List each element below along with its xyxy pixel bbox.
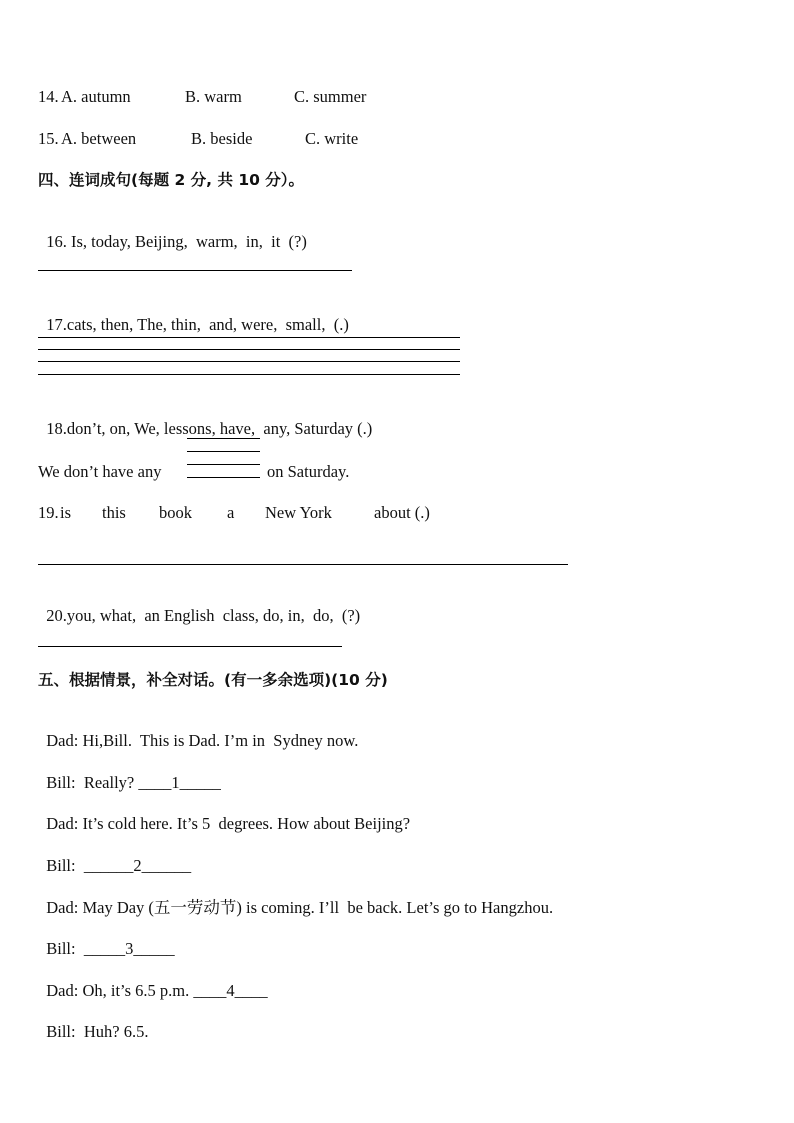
answer-line — [38, 646, 342, 647]
dialogue-text: May Day (五一劳动节) is coming. I’ll be back. Let’s go to Hangzhou. — [78, 898, 554, 917]
answer-blank-line — [187, 451, 260, 452]
sentence-suffix: on Saturday. — [267, 462, 350, 481]
speaker: Bill: — [46, 773, 76, 792]
answer-line — [38, 349, 460, 350]
answer-line — [38, 361, 460, 362]
option-a: A. autumn — [61, 87, 131, 106]
question-text: cats, then, The, thin, and, were, small, (.) — [66, 315, 349, 334]
option-c: C. write — [305, 129, 359, 148]
option-b: B. beside — [191, 129, 253, 148]
word: New York — [265, 503, 332, 522]
question-number: 16. — [46, 232, 67, 251]
speaker: Dad: — [46, 814, 79, 833]
dialogue-line — [38, 961, 268, 1001]
speaker: Dad: — [46, 731, 79, 750]
dialogue-text: Hi,Bill. This is Dad. I’m in Sydney now. — [78, 731, 359, 750]
dialogue-line — [38, 836, 191, 876]
dialogue-text: Huh? 6.5. — [75, 1022, 149, 1041]
option-b: B. warm — [185, 87, 242, 106]
dialogue-text — [76, 939, 84, 958]
question-18 — [38, 399, 372, 439]
dialogue-line — [38, 794, 410, 834]
answer-blank: _____3_____ — [83, 939, 175, 958]
answer-line — [38, 270, 352, 271]
dialogue-line — [38, 878, 553, 918]
word: this — [102, 503, 126, 522]
speaker: Dad: — [46, 981, 79, 1000]
speaker: Bill: — [46, 856, 76, 875]
word: a — [227, 503, 235, 522]
question-16 — [38, 212, 307, 252]
speaker: Bill: — [46, 1022, 76, 1041]
dialogue-line — [38, 919, 175, 959]
word: about (.) — [374, 503, 430, 522]
word: is — [60, 503, 72, 522]
dialogue-text: Really? — [75, 773, 139, 792]
question-text: Is, today, Beijing, warm, in, it (?) — [66, 232, 307, 251]
question-number: 15. — [38, 129, 59, 148]
answer-blank: ____1_____ — [138, 773, 221, 792]
section-5-title: 五、根据情景，补全对话。(有一多余选项)(10 分) — [38, 671, 388, 689]
answer-blank-line — [187, 438, 260, 439]
dialogue-line — [38, 1002, 148, 1042]
question-number: 14. — [38, 87, 59, 106]
question-number: 17. — [46, 315, 67, 334]
dialogue-line — [38, 753, 221, 793]
question-20 — [38, 586, 360, 626]
answer-blank: ____4____ — [193, 981, 268, 1000]
dialogue-text — [76, 856, 84, 875]
question-number: 20. — [46, 606, 67, 625]
answer-blank-line — [187, 477, 260, 478]
question-text: you, what, an English class, do, in, do, (?) — [66, 606, 361, 625]
section-4-title: 四、连词成句(每题 2 分, 共 10 分）。 — [38, 171, 305, 189]
question-number: 18. — [46, 419, 67, 438]
answer-blank-line — [187, 464, 260, 465]
question-text: don’t, on, We, lessons, have, any, Saturday (.) — [66, 419, 373, 438]
sentence-prefix: We don’t have any — [38, 462, 162, 481]
option-c: C. summer — [294, 87, 367, 106]
speaker: Bill: — [46, 939, 76, 958]
option-a: A. between — [61, 129, 137, 148]
dialogue-text: It’s cold here. It’s 5 degrees. How about Beijing? — [78, 814, 411, 833]
answer-line — [38, 337, 460, 338]
speaker: Dad: — [46, 898, 79, 917]
question-17 — [38, 295, 349, 335]
dialogue-line — [38, 711, 358, 751]
question-number: 19. — [38, 503, 59, 522]
answer-line — [38, 374, 460, 375]
dialogue-text: Oh, it’s 6.5 p.m. — [78, 981, 194, 1000]
word: book — [159, 503, 192, 522]
answer-blank: ______2______ — [83, 856, 192, 875]
answer-line — [38, 564, 568, 565]
